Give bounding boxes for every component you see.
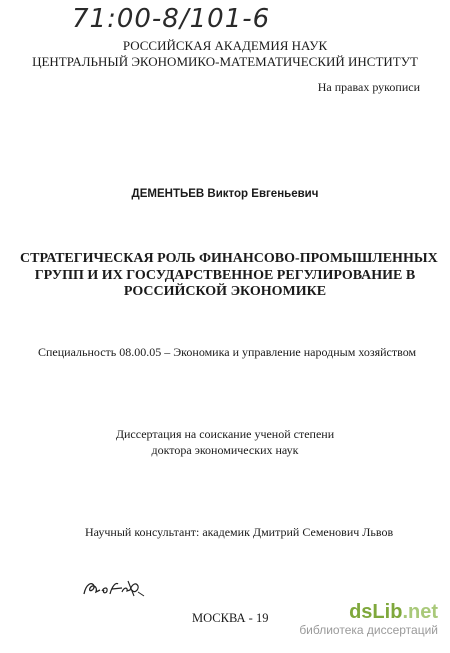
degree-line: Диссертация на соискание ученой степени bbox=[115, 427, 335, 441]
title-line: ГРУПП И ИХ ГОСУДАРСТВЕННОЕ РЕГУЛИРОВАНИЕ В bbox=[34, 267, 416, 283]
watermark-logo-main: dsLib bbox=[349, 601, 403, 623]
degree-statement bbox=[0, 426, 450, 458]
dissertation-title bbox=[20, 251, 438, 301]
watermark-tagline: библиотека диссертаций bbox=[299, 623, 438, 637]
watermark-logo-suffix: .net bbox=[402, 601, 438, 623]
handwritten-signature bbox=[82, 578, 146, 605]
handwritten-catalog-number: 71:00-8/101-6 bbox=[72, 4, 271, 34]
institute-name: ЦЕНТРАЛЬНЫЙ ЭКОНОМИКО-МАТЕМАТИЧЕСКИЙ ИНСТИТУТ bbox=[32, 54, 418, 69]
city-and-year: МОСКВА - 19 bbox=[192, 611, 269, 625]
academy-name: РОССИЙСКАЯ АКАДЕМИЯ НАУК bbox=[122, 38, 328, 53]
degree-line: доктора экономических наук bbox=[151, 443, 299, 457]
dslib-watermark bbox=[299, 601, 438, 637]
title-line: РОССИЙСКОЙ ЭКОНОМИКЕ bbox=[123, 284, 327, 299]
manuscript-note: На правах рукописи bbox=[317, 80, 420, 94]
author-name: ДЕМЕНТЬЕВ Виктор Евгеньевич bbox=[131, 188, 319, 200]
specialty-line: Специальность 08.00.05 – Экономика и управление народным хозяйством bbox=[38, 345, 417, 359]
signature-icon bbox=[82, 578, 146, 600]
watermark-logo bbox=[299, 601, 438, 623]
title-line: СТРАТЕГИЧЕСКАЯ РОЛЬ ФИНАНСОВО-ПРОМЫШЛЕННЫХ bbox=[20, 251, 438, 266]
scientific-advisor: Научный консультант: академик Дмитрий Семенович Львов bbox=[85, 525, 394, 539]
